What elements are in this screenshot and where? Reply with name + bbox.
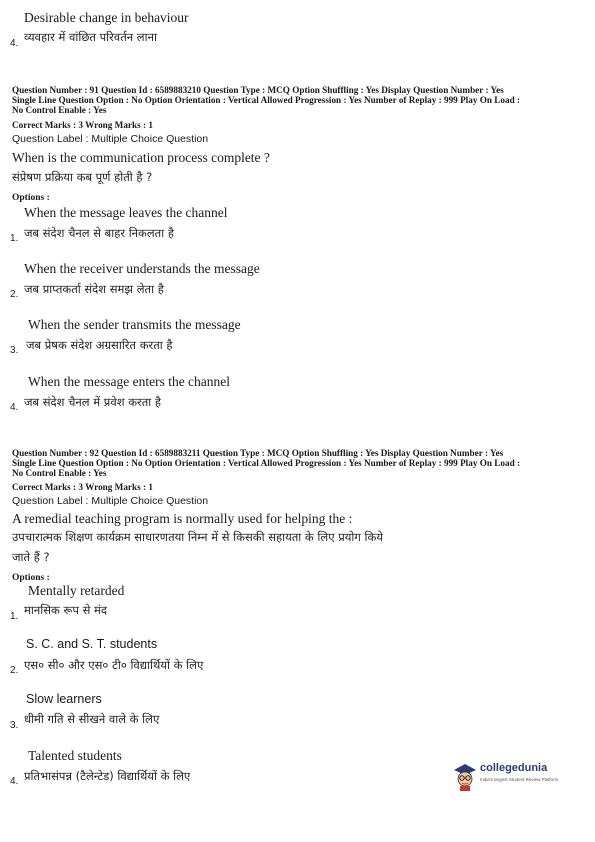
q91-question-label: Question Label : Multiple Choice Question [12, 133, 209, 145]
q91-option-2-hi[interactable]: जब प्राप्तकर्ता संदेश समझ लेता है [24, 282, 164, 296]
q92-meta-line-1: Question Number : 92 Question Id : 6589883211 Question Type : MCQ Option Shuffling : Yes Display Question Number : Yes [12, 448, 504, 458]
q92-option-2-en[interactable]: S. C. and S. T. students [26, 637, 158, 651]
q92-question-label: Question Label : Multiple Choice Question [12, 495, 209, 507]
q91-meta-line-1: Question Number : 91 Question Id : 6589883210 Question Type : MCQ Option Shuffling : Yes Display Question Number : Yes [12, 85, 504, 95]
q91-question-text-hi: संप्रेषण प्रक्रिया कब पूर्ण होती है ? [12, 170, 153, 184]
q92-option-3-hi[interactable]: धीमी गति से सीखने वाले के लिए [24, 712, 160, 726]
q92-option-1-en[interactable]: Mentally retarded [28, 583, 125, 598]
q91-option-4-en[interactable]: When the message enters the channel [28, 374, 231, 389]
q91-option-2-number: 2. [10, 289, 19, 300]
q92-option-3-en[interactable]: Slow learners [26, 692, 102, 706]
q91-question-text-en: When is the communication process complete ? [12, 150, 270, 165]
q92-marks: Correct Marks : 3 Wrong Marks : 1 [12, 482, 153, 492]
q91-option-1-en[interactable]: When the message leaves the channel [24, 205, 228, 220]
student-mascot-icon [452, 762, 478, 792]
prev-option-4-hi: व्यवहार में वांछित परिवर्तन लाना [24, 30, 157, 44]
q91-options-label: Options : [12, 193, 50, 203]
q92-question-text-en: A remedial teaching program is normally used for helping the : [12, 511, 353, 526]
q91-marks: Correct Marks : 3 Wrong Marks : 1 [12, 120, 153, 130]
q92-question-text-hi-line-1: उपचारात्मक शिक्षण कार्यक्रम साधारणतया निम्न में से किसकी सहायता के लिए प्रयोग किये [12, 530, 384, 544]
prev-option-4-number: 4. [10, 38, 19, 49]
q92-meta-line-3: No Control Enable : Yes [12, 468, 107, 478]
q91-option-1-number: 1. [10, 233, 19, 244]
logo-tagline: India's largest Student Review Platform [480, 777, 559, 782]
q92-option-1-hi[interactable]: मानसिक रूप से मंद [24, 603, 108, 617]
q91-option-4-hi[interactable]: जब संदेश चैनल में प्रवेश करता है [24, 395, 162, 409]
q92-meta-line-2: Single Line Question Option : No Option Orientation : Vertical Allowed Progression : Yes Number of Replay : 999 Play On Load : [12, 458, 521, 468]
logo-brand-name: collegedunia [480, 762, 548, 774]
q92-option-2-number: 2. [10, 665, 19, 676]
q92-option-1-number: 1. [10, 611, 19, 622]
collegedunia-logo [452, 760, 562, 796]
q91-option-3-number: 3. [10, 345, 19, 356]
q91-meta-line-3: No Control Enable : Yes [12, 105, 107, 115]
q92-question-text-hi-line-2: जाते हैं ? [12, 550, 50, 564]
q91-option-4-number: 4. [10, 402, 19, 413]
q91-option-3-hi[interactable]: जब प्रेषक संदेश अग्रसारित करता है [26, 338, 173, 352]
q92-options-label: Options : [12, 573, 50, 583]
q91-option-2-en[interactable]: When the receiver understands the message [24, 261, 260, 276]
q92-option-2-hi[interactable]: एस० सी० और एस० टी० विद्यार्थियों के लिए [24, 658, 204, 672]
q91-option-3-en[interactable]: When the sender transmits the message [28, 317, 241, 332]
q92-option-4-number: 4. [10, 776, 19, 787]
q92-option-3-number: 3. [10, 720, 19, 731]
q91-meta-line-2: Single Line Question Option : No Option Orientation : Vertical Allowed Progression : Yes Number of Replay : 999 Play On Load : [12, 95, 521, 105]
q92-option-4-en[interactable]: Talented students [28, 748, 122, 763]
prev-option-4-en: Desirable change in behaviour [24, 10, 189, 25]
q91-option-1-hi[interactable]: जब संदेश चैनल से बाहर निकलता है [24, 226, 174, 240]
q92-option-4-hi[interactable]: प्रतिभासंपन्न (टैलेन्टेड) विद्यार्थियों के लिए [24, 769, 191, 783]
